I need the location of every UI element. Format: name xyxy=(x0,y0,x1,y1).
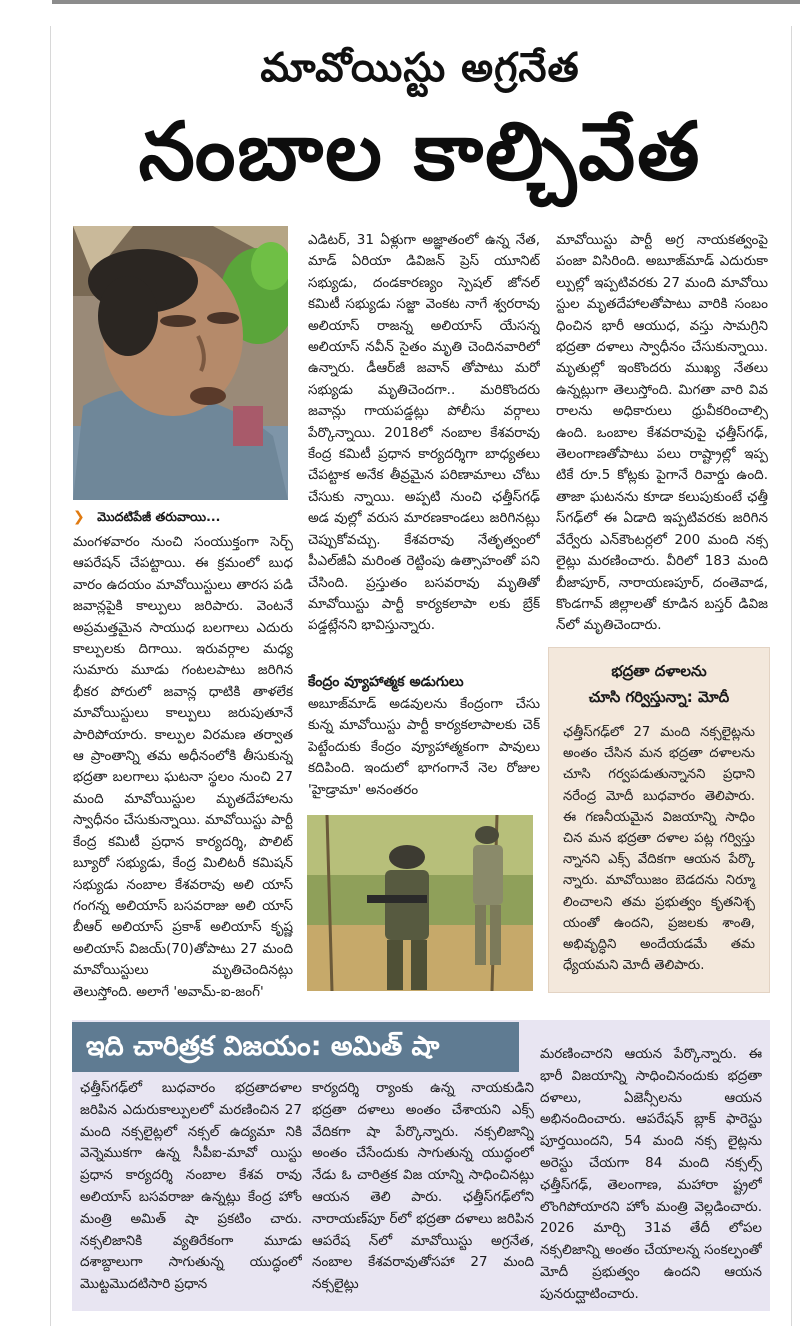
photo-caption xyxy=(73,506,293,528)
article-column-2b-text: అబూజ్‌మాడ్ అడవులను కేంద్రంగా చేసు కున్న మావోయిస్టు పార్టీ కార్యకలాపాలకు చెక్ పెట్టేందుకు కేంద్రం వ్యూహాత్మకంగా పావులు కదిపింది. ఇందులో భాగంగానే నెల రోజుల 'హైడ్రామా' అనంతరం xyxy=(308,696,540,798)
article-column-3-text: మావోయిస్టు పార్టీ అగ్ర నాయకత్వంపై పంజా విసిరింది. అబూజ్‌మాడ్ ఎదురుకా ల్పుల్లో ఇప్పటివరకు 27 మంది మావోయి స్టుల మృతదేహాలతోపాటు వారికి సంబం ధించిన భారీ ఆయుధ, వస్తు సామగ్రిని భద్రతా దళాలు స్వాధీనం చేసుకున్నాయి. మృతుల్లో ఇంకొందరు ముఖ్య నేతలు ఉన్నట్లుగా తెలుస్తోంది. మిగతా వారి వివ రాలను అధికారులు ధ్రువీకరించాల్సి ఉంది. ఒంబాల కేశవరావుపై ఛత్తీస్‌గఢ్, తెలంగాణతోపాటు పలు రాష్ట్రాల్లో ఇప్ప టికే రూ.5 కోట్లకు పైగానే రివార్డు ఉంది. తాజా ఘటనను కూడా కలుపుకుంటే ఛత్తీ స్‌గఢ్‌లో ఈ ఏడాది ఇప్పటివరకు జరిగిన వేర్వేరు ఎన్‌కౌంటర్లలో 200 మంది నక్స లైట్లు మరణించారు. వీరిలో 183 మంది బీజాపూర్, నారాయణపూర్, దంతెవాడ, కొండగావ్ జిల్లాలతో కూడిన బస్తర్ డివిజ న్‌లో మృతిచెందారు. xyxy=(556,232,768,634)
article-column-2-text: ఎడిటర్, 31 ఏళ్లుగా అజ్ఞాతంలో ఉన్న నేత, మాడ్ ఏరియా డివిజన్ ప్రెస్ యూనిట్ సభ్యుడు, దండకారణ్యం స్పెషల్ జోనల్ కమిటీ సభ్యుడు సజ్జా వెంకట నాగే శ్వరరావు అలియాస్ రాజన్న అలియాస్ యేసన్న అలియాస్ నవీన్ సైతం మృతి చెందినవారిలో ఉన్నారు. డీఆర్‌జీ జవాన్ తోపాటు మరో సభ్యుడు మృతిచెందగా.. మరికొందరు జవాన్లు గాయపడ్డట్లు పోలీసు వర్గాలు పేర్కొన్నాయి. 2018లో నంబాల కేశవరావు కేంద్ర కమిటీ ప్రధాన కార్యదర్శిగా బాధ్యతలు చేపట్టాక అనేక తీవ్రమైన పరిణామాలు చోటు చేసుకు న్నాయి. అప్పటి నుంచి ఛత్తీస్‌గఢ్ అడ వుల్లో వరుస మారణకాండలు జరిగినట్లు చెప్పుకోవచ్చు. కేశవరావు నేతృత్వంలో పీఎల్‌జీఏ మరింత రెట్టింపు ఉత్సాహంతో పని చేసింది. ప్రస్తుతం బసవరావు మృతితో మావోయిస్టు పార్టీ కార్యకలాపా లకు బ్రేక్ పడ్డట్లేనని భావిస్తున్నారు. xyxy=(308,232,540,634)
section-subhead: కేంద్రం వ్యూహాత్మక అడుగులు xyxy=(308,674,464,690)
security-forces-photo xyxy=(307,815,533,991)
portrait-photo xyxy=(73,226,288,500)
amit-shah-banner: ఇది చారిత్రక విజయం: అమిత్ షా xyxy=(72,1022,519,1072)
article-column-2b xyxy=(308,694,540,806)
bottom-column-3-text: మరణించారని ఆయన పేర్కొన్నారు. ఈ భారీ విజయాన్ని సాధించినందుకు భద్రతా దళాలు, ఏజెన్సీలను ఆయన అభినందించారు. ఆపరేషన్ బ్లాక్ ఫారెస్టు పూర్తయిందని, 54 మంది నక్స లైట్లను అరెస్టు చేయగా 84 మంది నక్సల్స్ ఛత్తీస్‌గఢ్, తెలంగాణ, మహారా ష్ట్రలో లొంగిపోయారని హోం మంత్రి వెల్లడించారు. 2026 మార్చి 31వ తేదీ లోపల నక్సలిజాన్ని అంతం చేయాలన్న సంకల్పంతో మోదీ ప్రభుత్వం ఉందని ఆయన పునరుద్ఘాటించారు. xyxy=(540,1046,762,1302)
sidebar-text: ఛత్తీస్‌గఢ్‌లో 27 మంది నక్సలైట్లను అంతం చేసిన మన భద్రతా దళాలను చూసి గర్వపడుతున్నానని ప్రధాని నరేంద్ర మోదీ బుధవారం తెలిపారు. ఈ గణనీయమైన విజయాన్ని సాధిం చిన మన భద్రతా దళాల పట్ల గర్విస్తు న్నానని ఎక్స్ వేదికగా ఆయన పేర్కొ న్నారు. మావోయిజం బెడదను నిర్మూ లించాలని తమ ప్రభుత్వం కృతనిశ్చ యంతో ఉందని, ప్రజలకు శాంతి, అభివృద్ధిని అందేయడమే తమ ధ్యేయమని మోదీ తెలిపారు. xyxy=(563,725,755,974)
sidebar-title-line2: చూసి గర్విస్తున్నా: మోదీ xyxy=(588,688,730,706)
modi-sidebar xyxy=(548,647,770,993)
article-column-1-text: మంగళవారం నుంచి సంయుక్తంగా సెర్చ్ ఆపరేషన్ చేపట్టాయి. ఈ క్రమంలో బుధ వారం ఉదయం మావోయిస్టులు తారస పడి జవాన్లపైకి కాల్పులు జరిపారు. వెంటనే అప్రమత్తమైన సాయుధ బలగాలు ఎదురు కాల్పులకు దిగాయి. ఇరువర్గాల మధ్య సుమారు మూడు గంటలపాటు జరిగిన భీకర పోరులో జవాన్ల ధాటికి తాళలేక మావోయిస్టులు కాల్పులు జరుపుతూనే పారిపోయారు. కాల్పుల విరమణ తర్వాత ఆ ప్రాంతాన్ని తమ అధీనంలోకి తీసుకున్న భద్రతా బలగాలు ఘటనా స్థలం నుంచి 27 మంది మావోయిస్టుల మృతదేహాలను స్వాధీనం చేసుకున్నాయి. మావోయిస్టు పార్టీ కేంద్ర కమిటీ ప్రధాన కార్యదర్శి, పొలిట్ బ్యూరో సభ్యుడు, కేంద్ర మిలిటరీ కమిషన్ సభ్యుడు నంబాల కేశవరావు అలి యాస్ గంగన్న అలియాస్ బసవరాజు అలి యాస్ బీఆర్ అలియాస్ ప్రకాశ్ అలియాస్ కృష్ణ అలియాస్ విజయ్(70)తోపాటు 27 మంది మావోయిస్టులు మృతిచెందినట్లు తెలుస్తోంది. అలాగే 'అవామ్-ఐ-జంగ్' xyxy=(73,534,293,1000)
bottom-column-2-text: కార్యదర్శి ర్యాంకు ఉన్న నాయకుడిని భద్రతా దళాలు అంతం చేశాయని ఎక్స్ వేదికగా షా పేర్కొన్నారు. నక్సలిజాన్ని అంతం చేసేందుకు సాగుతున్న యుద్ధంలో నేడు ఓ చారిత్రక విజ యాన్ని సాధించినట్లు ఆయన తెలి పారు. ఛత్తీస్‌గఢ్‌లోని నారాయణ్‌పూ ర్‌లో భద్రతా దళాలు జరిపిన ఆపరేష న్‌లో మావోయిస్టు అగ్రనేత, నంబాల కేశవరావుతోసహా 27 మంది నక్సలైట్లు xyxy=(312,1080,534,1293)
bottom-column-1 xyxy=(80,1078,302,1304)
bottom-column-2 xyxy=(312,1078,534,1304)
article-headline: నంబాల కాల్చివేత xyxy=(138,105,702,198)
bottom-column-3 xyxy=(540,1044,762,1306)
article-column-3 xyxy=(556,230,768,640)
page-top-rule xyxy=(52,0,800,4)
photo-caption-text: మొదటిపేజీ తరువాయి... xyxy=(97,509,221,524)
article-column-2 xyxy=(308,230,540,660)
sidebar-title xyxy=(549,658,769,710)
sidebar-title-line1: భద్రతా దళాలను xyxy=(611,662,707,680)
caption-arrow-icon: ❯ xyxy=(73,509,85,525)
bottom-column-1-text: ఛత్తీస్‌గఢ్‌లో బుధవారం భద్రతాదళాల జరిపిన ఎదురుకాల్పులలో మరణించిన 27 మంది నక్సలైట్లలో నక్సల్ ఉద్యమా నికి వెన్నెముకగా ఉన్న సీపీఐ-మావో యిస్టు ప్రధాన కార్యదర్శి నంబాల కేశవ రావు అలియాస్ బసవరాజు ఉన్నట్లు కేంద్ర హోం మంత్రి అమిత్ షా ప్రకటిం చారు. నక్సలిజానికి వ్యతిరేకంగా మూడు దశాబ్దాలుగా సాగుతున్న యుద్ధంలో మొట్టమొదటిసారి ప్రధాన xyxy=(80,1080,302,1293)
article-kicker: మావోయిస్టు అగ్రనేత xyxy=(260,45,580,91)
article-column-1 xyxy=(73,532,293,1002)
